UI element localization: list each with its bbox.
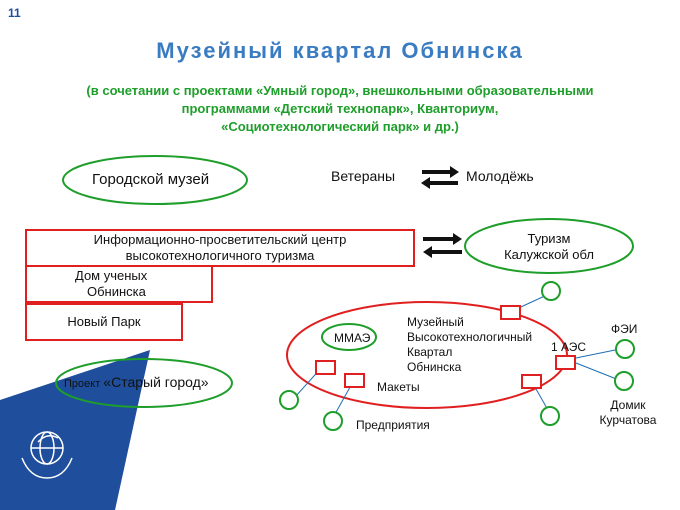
node-circle xyxy=(542,282,560,300)
new-park-label: Новый Парк xyxy=(67,314,141,329)
old-town-name: «Старый город» xyxy=(103,374,209,390)
youth-label: Молодёжь xyxy=(466,168,534,184)
museum-quarter-line: Квартал xyxy=(407,345,453,359)
node-marker xyxy=(522,375,541,388)
museum-quarter-label xyxy=(407,315,532,375)
city-museum-label: Городской музей xyxy=(92,171,210,188)
tourism-line: Туризм xyxy=(527,231,571,246)
npp1-label: 1 АЭС xyxy=(551,340,587,354)
subtitle-line: (в сочетании с проектами «Умный город», внешкольными образовательными xyxy=(86,83,594,98)
scientists-house-line: Дом ученых xyxy=(75,268,148,283)
old-town-label xyxy=(64,374,209,392)
old-town-prefix: Проект xyxy=(64,378,101,390)
mmae-label: ММАЭ xyxy=(334,331,371,345)
veterans-label: Ветераны xyxy=(331,168,396,184)
node-marker xyxy=(556,356,575,369)
info-center-line: Информационно-просветительский центр xyxy=(93,232,347,247)
tourism-label xyxy=(465,231,633,263)
models-label: Макеты xyxy=(377,380,420,394)
info-center-line: высокотехнологичного туризма xyxy=(125,248,315,263)
kurchatov-line: Курчатова xyxy=(599,413,657,427)
exchange-arrows-icon xyxy=(421,166,459,189)
info-center-label xyxy=(26,232,414,264)
kurchatov-label xyxy=(590,398,666,428)
page-title: Музейный квартал Обнинска xyxy=(156,38,524,63)
scientists-house-label xyxy=(75,268,147,300)
node-marker xyxy=(345,374,364,387)
node-circle xyxy=(324,412,342,430)
tourism-line: Калужской обл xyxy=(504,247,594,262)
exchange-arrows-icon xyxy=(423,233,462,258)
kurchatov-line: Домик xyxy=(610,398,646,412)
museum-quarter-line: Музейный xyxy=(407,315,464,329)
museum-quarter-line: Обнинска xyxy=(407,360,462,374)
museum-quarter-line: Высокотехнологичный xyxy=(407,330,533,344)
node-circle xyxy=(615,372,633,390)
subtitle-line: программами «Детский технопарк», Кванториум, xyxy=(181,101,499,116)
slide-number: 11 xyxy=(8,6,21,20)
node-circle xyxy=(280,391,298,409)
scientists-house-line: Обнинска xyxy=(87,284,146,299)
enterprises-label: Предприятия xyxy=(356,418,430,432)
subtitle-line: «Социотехнологический парк» и др.) xyxy=(221,119,459,134)
node-circle xyxy=(541,407,559,425)
node-circle xyxy=(616,340,634,358)
node-marker xyxy=(316,361,335,374)
fei-label: ФЭИ xyxy=(611,322,638,336)
